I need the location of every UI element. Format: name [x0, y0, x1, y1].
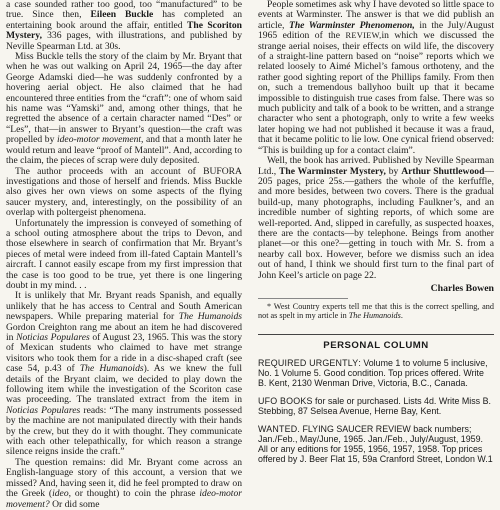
ad-lead: UFO BOOKS	[258, 395, 313, 406]
ad-body: FLYING SAUCER REVIEW back numbers; Jan./Feb., May/June, 1965. Jan./Feb., July/August, 1959. All or any editions for 1955, 1956, 1957, 1958. Top prices offered by J. Beer Flat 15, 59a Cranford Street, London W.1	[258, 423, 493, 464]
text-run: a case sounded rather too good, too “manufactured” to be true. Since then,	[6, 0, 242, 21]
footnote	[258, 302, 494, 320]
ad-body: : Volume 1 to volume 5 inclusive, No. 1 Volume 5. Good condition. Top prices offered. Write B. Kent, 2130 Wenman Drive, Victoria, B.C., Canada.	[258, 357, 488, 388]
classified-ad	[258, 358, 494, 388]
text-run: 336 pages, with illustrations, and published by Neville Spearman Ltd. at 30s.	[6, 30, 242, 52]
paragraph	[6, 0, 242, 52]
text-run: .	[400, 311, 403, 321]
text-run: by	[385, 165, 402, 177]
italic-word: ideo	[52, 488, 69, 500]
text-run: —205 pages, price 25s.—gathers the whole of the kerfuffle, and more besides, between two covers. There is the gradual build-up, many photographs, including Faulkner’s, and an incredible number of sighting reports, of which some are well-reported. And, slipped in carefully, as suspected hoaxes, there are the contacts—by telephone. Beings from another planet—or this one?—getting in touch with Mr. S. from a nearby call box. However, before we dismiss such an idea out of hand, I think we should first turn to the final part of John Keel’s article on page 22.	[258, 165, 494, 281]
ad-lead: REQUIRED URGENTLY	[258, 357, 359, 368]
text-run: of August 23, 1965. This was the story of Mexican students who claimed to have met strange visitors who took them for a ride in a disc-shaped craft (see case 54, p.43 of	[6, 332, 242, 375]
text-run: , or thought) to coin the phrase	[68, 488, 200, 500]
text-run: reads: “The many instruments possessed by the machine are not manipulated directly with their hands by the crew, but they do it with thought. They communicate with each other telepathically, for which reason a strange silence reigns inside the craft.”	[6, 404, 242, 458]
text-run: It is unlikely that Mr. Bryant reads Spanish, and equally unlikely that he has access to Central and South American newspapers. While preparing material for	[6, 290, 242, 323]
paragraph: The author proceeds with an account of BUFORA investigations and those of herself and friends. Miss Buckle also gives her own views on some aspects of the flying saucer mystery, and, interestingly, on the possibility of an overlap with poltergeist phenomena.	[6, 165, 242, 219]
author-name: Arthur Shuttlewood	[401, 165, 485, 177]
article-title: The Warminster Phenomenon,	[288, 19, 415, 31]
book-title: The Scoriton Mystery,	[6, 19, 242, 42]
footnote-divider	[258, 298, 348, 299]
book-title: The Humanoids	[79, 363, 144, 375]
paragraph: Unfortunately the impression is conveyed of something of a school outing atmosphere about the trips to Devon, and those elsewhere in search of confirmation that Mr. Bryant’s pieces of metal were indeed from ill-fated Captain Mantell’s aircraft. I cannot easily escape from my first impression that the case is too good to be true, yet there is one lingering doubt in my mind. . .	[6, 217, 242, 291]
paragraph	[258, 0, 494, 156]
ad-body: for sale or purchased. Lists 4d. Write Miss B. Stebbing, 87 Selsea Avenue, Herne Bay, Kent.	[258, 395, 491, 416]
italic-phrase: ideo-motor movement?	[6, 488, 242, 510]
section-divider	[258, 334, 494, 335]
text-run: in the July/August 1965 edition of the	[258, 19, 495, 42]
text-run: Gordon Creighton rang me about an item he had discovered in	[6, 321, 242, 343]
text-run: People sometimes ask why I have devoted so little space to events at Warminster. The answer is that we did publish an article,	[258, 0, 494, 31]
text-run: * West Country experts tell me that this is the correct spelling, and not as spelt in my article in	[258, 302, 494, 321]
italic-phrase: ideo-motor movement,	[56, 134, 144, 146]
text-run: Miss Buckle tells the story of the claim by Mr. Bryant that when he was out walking on April 24, 1965—the day after George Adamski died—he was suddenly confronted by a hovering aerial object. He also claimed that he had encountered three entities from the “craft”: one of whom said his name was “Yamski” and, among other things, that he regretted the absence of a certain character named “Des” or “Les”, that—in answer to Bryant’s question—the craft was propelled by	[6, 51, 242, 146]
text-run: in which we discussed the strange aerial noises, their effects on wild life, the discovery of a straight-line pattern based on “noise” reports which we related loosely to Aimé Michel’s famous orthoteny, and the rather good sighting report of the Phillips family. From then on, such a tremendous ballyhoo built up that it became impossible to distinguish true cases from false. There was so much publicity and talk of a book to be written, and a strange character who sent a photograph, only to write a few weeks later hoping we had not published it because it was a fraud, that it became politic to lie low. One cynical friend observed: “This is building up for a contact claim”.	[258, 30, 494, 156]
author-name: Eileen Buckle	[90, 9, 154, 21]
paragraph	[258, 156, 494, 281]
right-column	[258, 0, 494, 472]
publication-title: Noticias Populares	[6, 404, 81, 416]
publication-name: REVIEW,	[345, 31, 382, 41]
book-title: The Humanoids	[348, 311, 401, 321]
text-run: and that a month later he would return and leave “proof of Mantell”. And, according to the claim, the pieces of scrap were duly deposited.	[6, 134, 242, 167]
book-title: The Warminster Mystery,	[278, 165, 386, 177]
text-run: ). As we knew the full details of the Bryant claim, we decided to play down the following item while the investigation of the Scoriton case was proceeding. The translated extract from the item in	[6, 363, 243, 406]
classified-ad	[258, 396, 494, 416]
book-title: The Humanoids	[178, 311, 242, 323]
text-run: The question remains: did Mr. Bryant come across an English-language story of this account, a version that we missed? And, having seen it, did he feel prompted to draw on the Greek (	[6, 456, 242, 500]
author-signature: Charles Bowen	[430, 282, 494, 294]
paragraph	[6, 291, 242, 458]
text-run: has completed an entertaining book around the affair, entitled	[6, 9, 242, 31]
text-run: Or did some	[49, 498, 100, 510]
paragraph	[6, 52, 242, 166]
text-run: Well, the book has arrived. Published by Neville Spearman Ltd.,	[258, 155, 494, 177]
classified-ad	[258, 424, 494, 464]
paragraph	[6, 458, 242, 510]
publication-title: Noticias Populares	[16, 332, 90, 343]
personal-column-heading: PERSONAL COLUMN	[323, 340, 429, 352]
ad-lead: WANTED.	[258, 423, 300, 434]
left-column	[6, 0, 242, 510]
